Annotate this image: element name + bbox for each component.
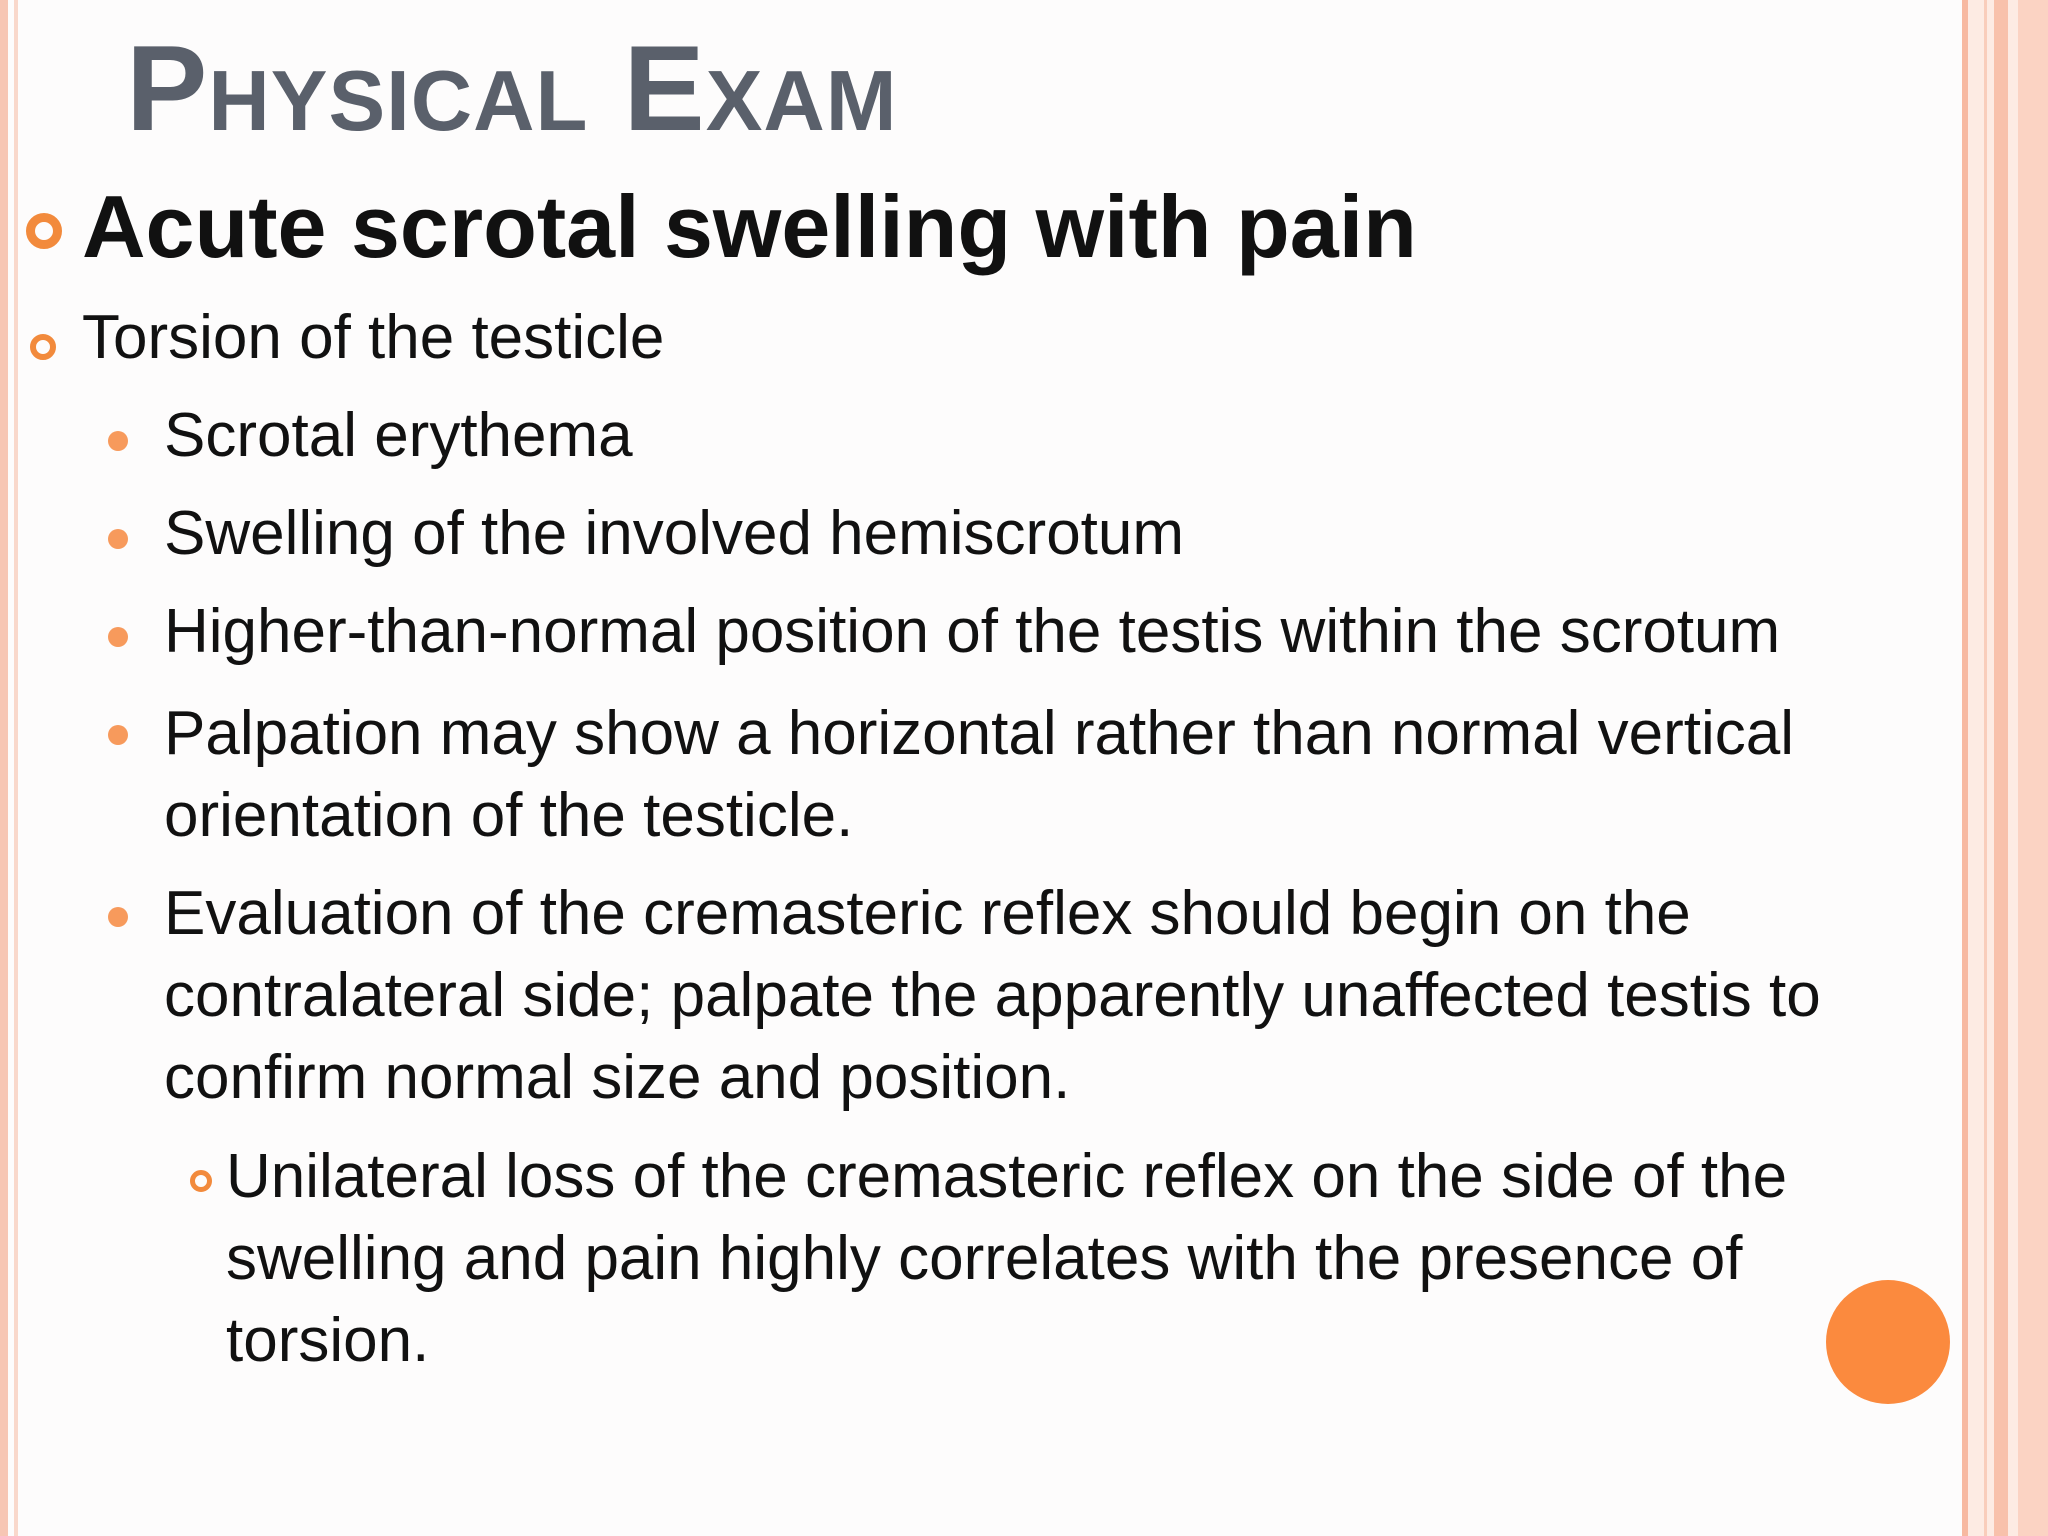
bullet-item: Swelling of the involved hemiscrotum	[164, 499, 1185, 568]
orange-dot-icon	[108, 907, 128, 927]
slide-title: Physical Exam	[126, 20, 898, 156]
decorative-orange-circle	[1826, 1280, 1950, 1404]
left-border-stripe	[0, 0, 8, 1536]
subbullet-line: Unilateral loss of the cremasteric reflex on the side of the	[226, 1142, 1788, 1211]
orange-dot-icon	[108, 627, 128, 647]
right-border-stripe	[1994, 0, 2008, 1536]
subbullet-line: torsion.	[226, 1306, 430, 1375]
bullet-item: Higher-than-normal position of the testis within the scrotum	[164, 597, 1781, 666]
subbullet-line: swelling and pain highly correlates with the presence of	[226, 1224, 1743, 1293]
slide-heading: Acute scrotal swelling with pain	[82, 177, 1417, 276]
orange-dot-icon	[108, 431, 128, 451]
topic-text: Torsion of the testicle	[82, 303, 665, 372]
bullet-item-line: orientation of the testicle.	[164, 781, 854, 850]
orange-ring-icon	[26, 213, 62, 249]
orange-ring-icon	[190, 1170, 212, 1192]
orange-dot-icon	[108, 725, 128, 745]
bullet-item-line: Evaluation of the cremasteric reflex should begin on the	[164, 879, 1691, 948]
bullet-item-line: Palpation may show a horizontal rather than normal vertical	[164, 699, 1795, 768]
right-border-stripe	[1984, 0, 1987, 1536]
bullet-item-line: confirm normal size and position.	[164, 1043, 1071, 1112]
bullet-item-line: contralateral side; palpate the apparently unaffected testis to	[164, 961, 1821, 1030]
right-border-stripe	[1962, 0, 1968, 1536]
bullet-item: Scrotal erythema	[164, 401, 633, 470]
orange-dot-icon	[108, 529, 128, 549]
left-border-stripe	[14, 0, 18, 1536]
right-border-stripe	[2018, 0, 2048, 1536]
orange-ring-icon	[30, 334, 56, 360]
